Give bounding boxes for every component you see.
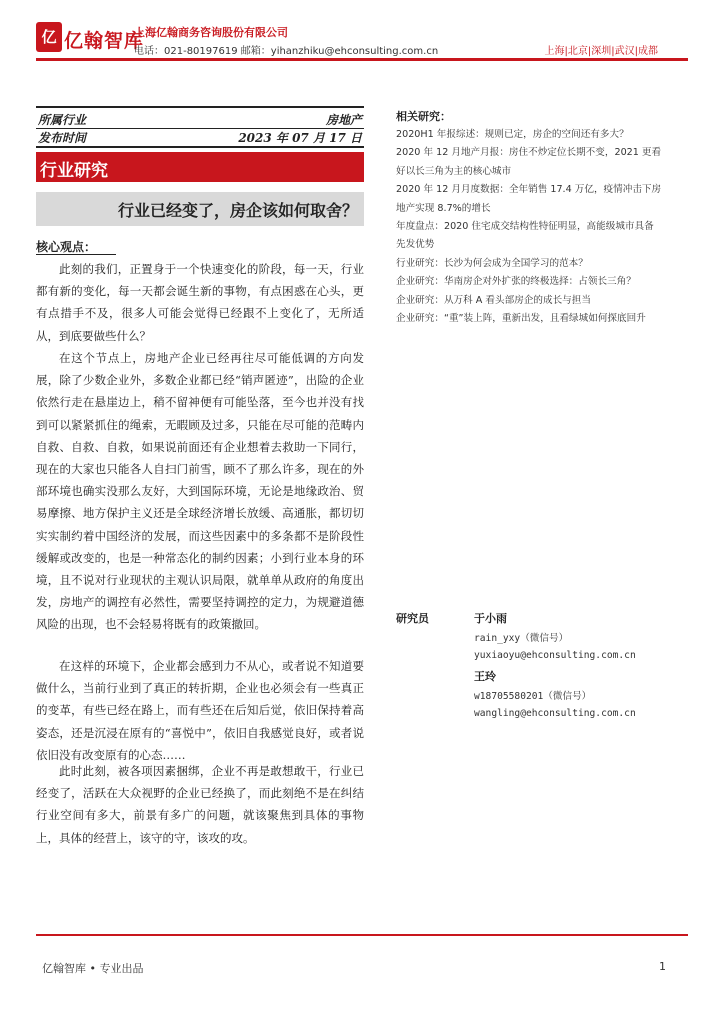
- industry-label: 所属行业: [38, 113, 87, 127]
- office-cities: 上海|北京|深圳|武汉|成都: [544, 46, 658, 57]
- related-heading: 相关研究：: [396, 110, 451, 123]
- industry-value: 房地产: [325, 113, 362, 127]
- category-label: 行业研究: [40, 161, 108, 181]
- researcher-label: 研究员: [396, 612, 429, 625]
- brand-name: 亿翰智库: [64, 30, 145, 52]
- report-title: 行业已经变了，房企该如何取舍？: [117, 201, 358, 220]
- researcher-wechat: w18705580201（微信号）: [474, 691, 592, 702]
- footer-divider: [36, 934, 688, 936]
- brand-logo-icon: 亿: [36, 22, 62, 52]
- date-label: 发布时间: [38, 131, 87, 145]
- related-item[interactable]: 2020 年 12 月地产月报：房住不炒定位长期不变，2021 更看好以长三角为主的核心城市: [396, 147, 662, 177]
- related-item[interactable]: 行业研究：长沙为何会成为全国学习的范本？: [396, 257, 588, 269]
- core-paragraph-4: 此时此刻，被各项因素捆绑，企业不再是敢想敢干，行业已经变了，活跃在大众视野的企业已经换了，而此刻绝不是在纠结行业空间有多大，前景有多广的问题，就该聚焦到具体的事物上，具体的经营上，该守的守，该攻的攻。: [36, 764, 364, 845]
- core-paragraph-1: 此刻的我们，正置身于一个快速变化的阶段，每一天，行业都有新的变化，每一天都会诞生新的事物，有点困惑在心头，更有点措手不及，很多人可能会觉得已经跟不上变化了，无所适从，到底要做些什么？: [36, 262, 364, 343]
- researcher-email[interactable]: wangling@ehconsulting.com.cn: [474, 708, 636, 719]
- page-number: 1: [659, 960, 666, 973]
- related-item[interactable]: 年度盘点：2020 住宅成交结构性特征明显，高能级城市具备先发优势: [396, 221, 654, 251]
- date-value: 2023 年 07 月 17 日: [238, 131, 362, 145]
- footer-brand: 亿翰智库 • 专业出品: [42, 962, 144, 975]
- related-item[interactable]: 企业研究：“重”装上阵，重新出发，且看绿城如何探底回升: [396, 313, 646, 325]
- company-name: 上海亿翰商务咨询股份有限公司: [134, 26, 288, 39]
- researcher-email[interactable]: yuxiaoyu@ehconsulting.com.cn: [474, 650, 636, 661]
- core-heading-underline: [36, 254, 116, 255]
- researcher-name: 王玲: [474, 670, 496, 683]
- related-item[interactable]: 企业研究：华南房企对外扩张的终极选择：占领长三角？: [396, 276, 636, 288]
- related-item[interactable]: 2020H1 年报综述：规则已定，房企的空间还有多大？: [396, 129, 629, 140]
- related-list: [396, 126, 662, 328]
- researcher-wechat: rain_yxy（微信号）: [474, 633, 569, 644]
- meta-date-row: [36, 126, 364, 148]
- related-item[interactable]: 企业研究：从万科 A 看头部房企的成长与担当: [396, 294, 591, 306]
- header-divider: [36, 58, 688, 61]
- core-paragraph-2: 在这个节点上，房地产企业已经再往尽可能低调的方向发展，除了少数企业外，多数企业都已经“销声匿迹”，出险的企业依然行走在悬崖边上，稍不留神便有可能坠落，至今也并没有找到可以紧紧抓住的绳索，无暇顾及过多，只能在尽可能的范畴内自救、自救、自救，如果说前面还有企业想着去救助一下同行，现在的大家也只能各人自扫门前雪，顾不了那么许多，现在的外部环境也确实没那么友好，大到国际环境，无论是地缘政治、贸易摩擦、地方保护主义还是全球经济增长放缓、高通胀，都切切实实制约着中国经济的发展，而这些因素中的多条都不是阶段性缓解或改变的，也是一种常态化的制约因素；小到行业本身的环境，且不说对行业现状的主观认识局限，就单单从政府的角度出发，房地产的调控有必然性，需要坚持调控的定力，为规避道德风险的出现，也不会轻易将既有的政策撤回。: [36, 351, 364, 632]
- related-item[interactable]: 2020 年 12 月月度数据：全年销售 17.4 万亿，疫情冲击下房地产实现 8.7%的增长: [396, 184, 662, 214]
- core-paragraph-3: 在这样的环境下，企业都会感到力不从心，或者说不知道要做什么，当前行业到了真正的转折期，企业也必须会有一些真正的变革，有些已经在路上，而有些还在后知后觉，依旧保持着高姿态，还是沉浸在原有的“喜悦中”，依旧自我感觉良好，或者说依旧没有改变原有的心态……: [36, 659, 364, 762]
- core-heading: 核心观点：: [36, 240, 97, 254]
- contact-info: 电话：021-80197619 邮箱：yihanzhiku@ehconsulting.com.cn: [134, 46, 439, 57]
- researcher-name: 于小雨: [474, 612, 507, 625]
